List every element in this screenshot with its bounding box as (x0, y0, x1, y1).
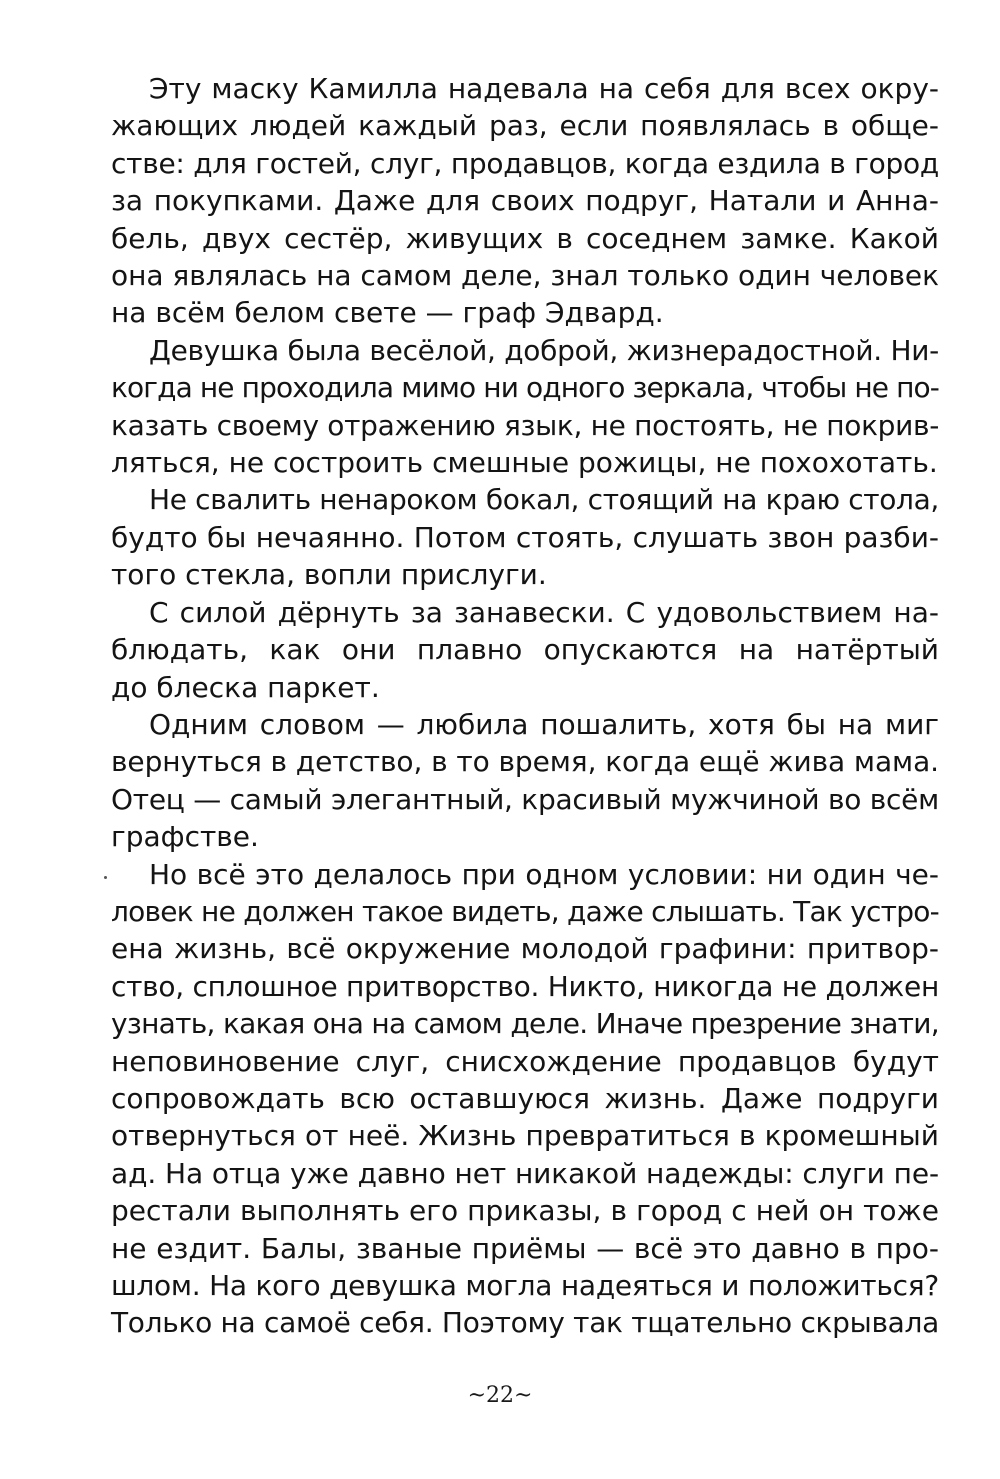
text-line: ляться, не состроить смешные рожицы, не похохотать. (111, 446, 938, 480)
text-line: вернуться в детство, в то время, когда ещё жива мама. (111, 745, 940, 779)
text-line: сопровождать всю оставшуюся жизнь. Даже подруги (111, 1081, 939, 1115)
text-line: жающих людей каждый раз, если появлялась в обще- (111, 109, 939, 143)
text-line: Не свалить ненароком бокал, стоящий на краю стола, (149, 483, 939, 517)
text-line: блюдать, как они плавно опускаются на натёртый (111, 633, 939, 667)
text-line: когда не проходила мимо ни одного зеркала, чтобы не по- (111, 371, 939, 405)
text-line: рестали выполнять его приказы, в город с ней он тоже (111, 1194, 939, 1228)
text-line: неповиновение слуг, снисхождение продавцов будут (111, 1044, 939, 1078)
paragraph-5 (111, 706, 939, 856)
text-line: Только на самоё себя. Поэтому так тщательно скрывала (111, 1306, 939, 1340)
paragraph-3 (111, 481, 939, 593)
text-line: отвернуться от неё. Жизнь превратиться в кромешный (111, 1119, 939, 1153)
text-line: ство, сплошное притворство. Никто, никогда не должен (111, 969, 939, 1003)
text-line: она являлась на самом деле, знал только один человек (111, 259, 939, 293)
paragraph-2 (111, 332, 939, 482)
scan-speck (104, 876, 107, 879)
text-line: стве: для гостей, слуг, продавцов, когда ездила в город (111, 146, 939, 180)
text-line: не ездит. Балы, званые приёмы — всё это давно в про- (111, 1231, 939, 1265)
body-text (111, 70, 939, 1342)
text-line: бель, двух сестёр, живущих в соседнем замке. Какой (111, 221, 939, 255)
page-number: ~22~ (467, 1383, 533, 1408)
text-line: ловек не должен такое видеть, даже слышать. Так устро- (111, 894, 939, 928)
text-line: того стекла, вопли прислуги. (111, 558, 547, 592)
text-line: шлом. На кого девушка могла надеяться и положиться? (111, 1269, 939, 1302)
text-line: ена жизнь, всё окружение молодой графини: притвор- (111, 932, 939, 966)
paragraph-6 (111, 856, 939, 1342)
text-line: будто бы нечаянно. Потом стоять, слушать звон разби- (111, 520, 939, 554)
text-line: Отец — самый элегантный, красивый мужчиной во всём (111, 782, 939, 816)
paragraph-4 (111, 594, 939, 706)
text-line: до блеска паркет. (111, 670, 380, 704)
text-line: Эту маску Камилла надевала на себя для всех окру- (149, 72, 939, 105)
text-line: за покупками. Даже для своих подруг, Натали и Анна- (111, 184, 939, 218)
text-line: Девушка была весёлой, доброй, жизнерадостной. Ни- (149, 333, 939, 367)
text-line: Одним словом — любила пошалить, хотя бы на миг (149, 707, 939, 741)
text-line: С силой дёрнуть за занавески. С удовольствием на- (149, 595, 939, 629)
text-line: Но всё это делалось при одном условии: ни один че- (149, 857, 939, 891)
text-line: узнать, какая она на самом деле. Иначе презрение знати, (111, 1007, 939, 1041)
text-line: ад. На отца уже давно нет никакой надежды: слуги пе- (111, 1156, 939, 1190)
paragraph-1 (111, 70, 939, 332)
text-line: графстве. (111, 820, 259, 854)
text-line: казать своему отражению язык, не постоять, не покрив- (111, 408, 939, 442)
text-line: на всём белом свете — граф Эдвард. (111, 296, 664, 330)
